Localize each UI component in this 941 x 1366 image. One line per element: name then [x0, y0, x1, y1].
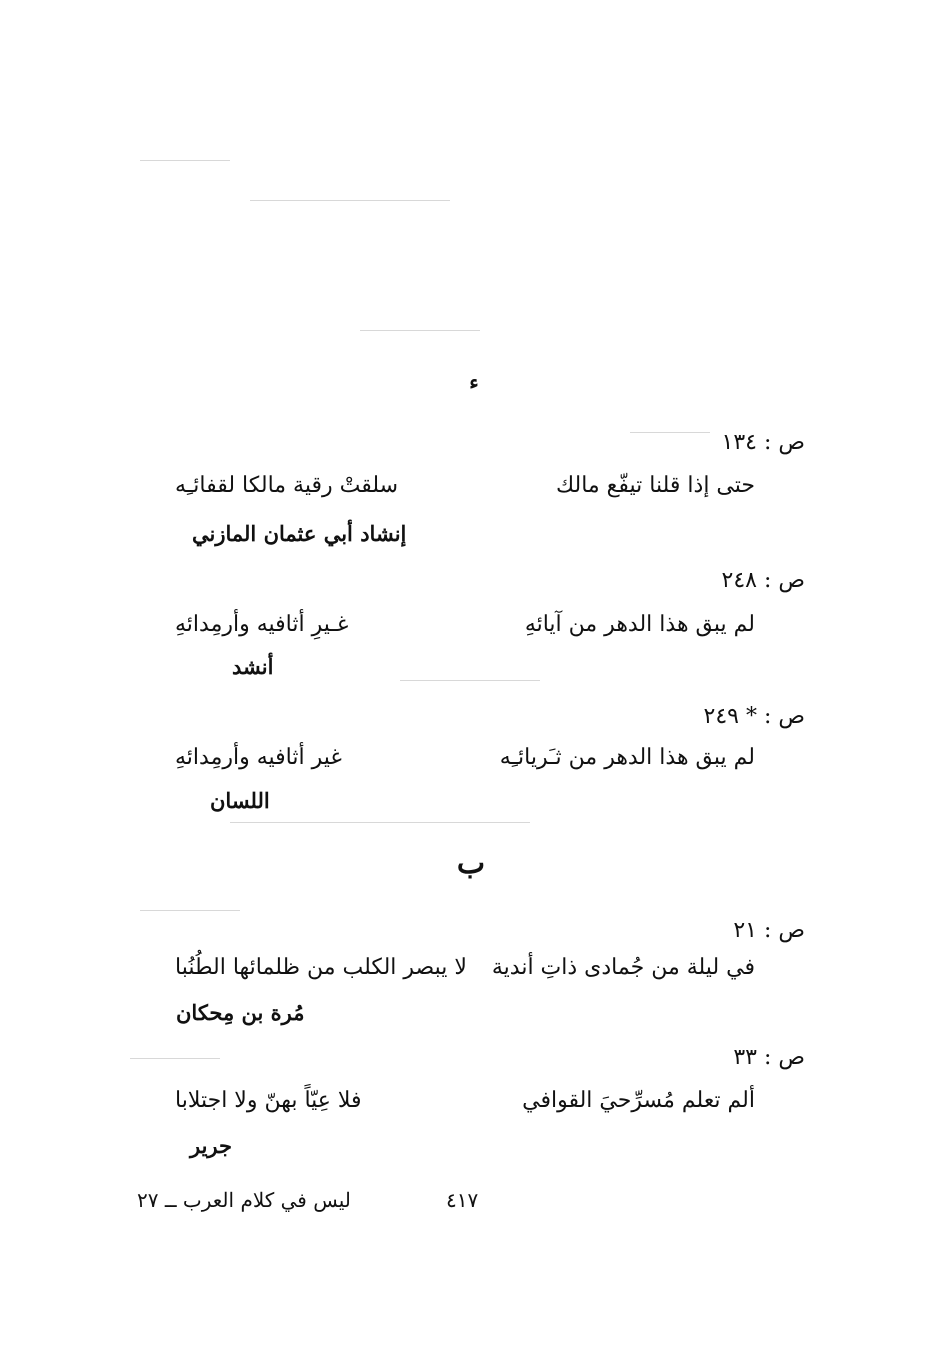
- scan-speckle: [400, 680, 540, 681]
- page-number: ٤١٧: [446, 1188, 479, 1212]
- verse-line: [175, 955, 755, 980]
- scan-speckle: [630, 432, 710, 433]
- verse-second-hemistich: غـيرِ أثافيه وأرمِدائهِ: [175, 612, 349, 637]
- section-letter-hamza: ء: [469, 370, 479, 394]
- page-reference: ص : ٣٣: [733, 1045, 805, 1070]
- verse-first-hemistich: في ليلة من جُمادى ذاتِ أندية: [491, 955, 755, 980]
- verse-line: [175, 473, 755, 498]
- page-reference: ص : ١٣٤: [721, 430, 805, 455]
- verse-attribution: اللسان: [210, 788, 270, 813]
- verse-second-hemistich: سلقتْ رقية مالكا لقفائـِه: [175, 473, 399, 498]
- running-title: ليس في كلام العرب ــ ٢٧: [137, 1188, 351, 1212]
- page-reference: ص : ٢١: [733, 918, 805, 943]
- verse-line: [175, 612, 755, 637]
- verse-attribution: جرير: [190, 1133, 232, 1158]
- verse-second-hemistich: فلا عِيّاً بهنّ ولا اجتلابا: [175, 1088, 362, 1113]
- verse-line: [175, 1088, 755, 1113]
- scan-speckle: [140, 160, 230, 161]
- scan-speckle: [130, 1058, 220, 1059]
- verse-first-hemistich: ألم تعلم مُسرِّحيَ القوافي: [522, 1088, 755, 1113]
- section-letter-ba: ب: [456, 846, 486, 881]
- verse-attribution: مُرة بن مِحكان: [176, 1000, 305, 1025]
- scan-speckle: [140, 910, 240, 911]
- verse-line: [175, 745, 755, 770]
- scan-speckle: [360, 330, 480, 331]
- verse-attribution: أنشد: [232, 654, 274, 679]
- verse-first-hemistich: لم يبق هذا الدهر من ثـَريائـِه: [499, 745, 755, 770]
- page-reference: ص : * ٢٤٩: [703, 704, 805, 729]
- verse-second-hemistich: لا يبصر الكلب من ظلمائها الطُنُبا: [175, 955, 467, 980]
- verse-attribution: إنشاد أبي عثمان المازني: [192, 521, 407, 546]
- verse-second-hemistich: غير أثافيه وأرمِدائهِ: [175, 745, 342, 770]
- verse-first-hemistich: حتى إذا قلنا تيفّع مالك: [555, 473, 755, 498]
- verse-first-hemistich: لم يبق هذا الدهر من آيائهِ: [524, 612, 755, 637]
- page-reference: ص : ٢٤٨: [721, 568, 805, 593]
- scan-speckle: [230, 822, 530, 823]
- scan-speckle: [250, 200, 450, 201]
